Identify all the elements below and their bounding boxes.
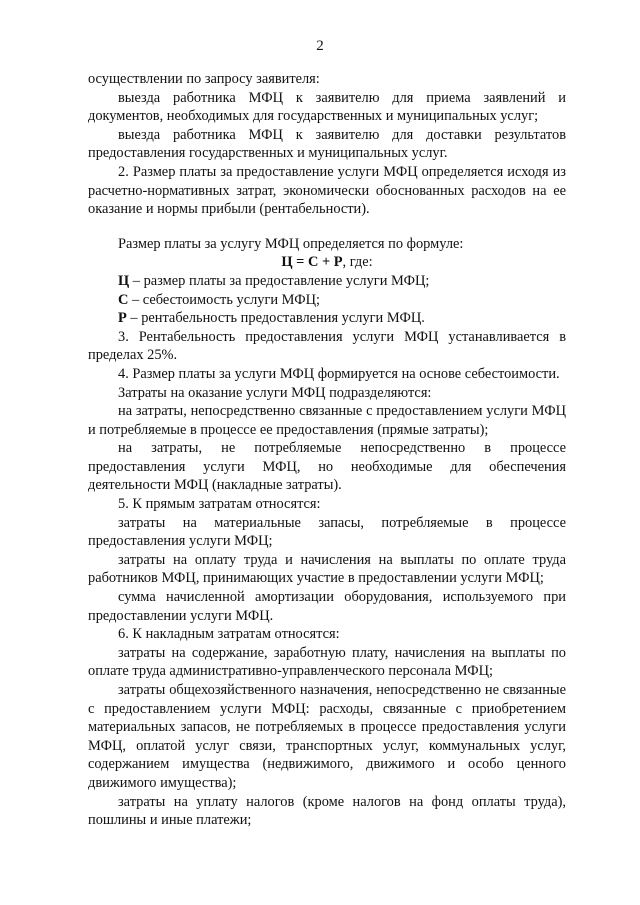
paragraph: затраты на содержание, заработную плату, начисления на выплаты по оплате труда административно-управленческого персонала МФЦ; [88,644,566,680]
definition-price [88,272,566,291]
document-body [88,70,566,830]
paragraph: осуществлении по запросу заявителя: [88,71,320,87]
paragraph: 2. Размер платы за предоставление услуги МФЦ определяется исходя из расчетно-нормативных затрат, экономически обоснованных расходов на ее оказание и нормы прибыли (рентабельности). [88,163,566,218]
definition-text: – размер платы за предоставление услуги МФЦ; [129,272,430,289]
paragraph: 3. Рентабельность предоставления услуги МФЦ устанавливается в пределах 25%. [88,328,566,364]
definition-symbol: Ц [118,272,130,289]
formula-expression: Ц = С + Р [281,254,343,271]
page-number: 2 [316,38,324,54]
paragraph: 4. Размер платы за услуги МФЦ формируется на основе себестоимости. [118,365,560,382]
formula [88,253,566,272]
definition-text: – рентабельность предоставления услуги МФЦ. [126,310,425,327]
paragraph: затраты на уплату налогов (кроме налогов на фонд оплаты труда), пошлины и иные платежи; [88,793,566,829]
paragraph: на затраты, не потребляемые непосредственно в процессе предоставления услуги МФЦ, но необходимые для обеспечения деятельности МФЦ (накладные затраты). [88,440,566,494]
paragraph: на затраты, непосредственно связанные с предоставлением услуги МФЦ и потребляемые в процессе ее предоставления (прямые затраты); [88,403,566,438]
definition-text: – себестоимость услуги МФЦ; [128,291,321,308]
paragraph: выезда работника МФЦ к заявителю для приема заявлений и документов, необходимых для государственных и муниципальных услуг; [88,89,566,125]
paragraph: выезда работника МФЦ к заявителю для доставки результатов предоставления государственных и муниципальных услуг. [88,126,566,162]
paragraph: 6. К накладным затратам относятся: [118,626,340,643]
paragraph: затраты общехозяйственного назначения, непосредственно не связанные с предоставлением услуги МФЦ: расходы, связанные с приобретением материальных запасов, не потребляемых в процессе предоставления услуги МФЦ, оплатой услуг связи, транспортных услуг, коммунальных услуг, содержанием имущества (недвижимого, движимого и особо ценного движимого имущества); [88,682,566,791]
paragraph: Затраты на оказание услуги МФЦ подразделяются: [118,384,432,401]
paragraph: затраты на оплату труда и начисления на выплаты по оплате труда работников МФЦ, принимающих участие в предоставлении услуги МФЦ; [88,551,566,587]
paragraph: затраты на материальные запасы, потребляемые в процессе предоставления услуги МФЦ; [88,514,566,550]
definition-profitability [88,309,566,328]
paragraph: 5. К прямым затратам относятся: [118,496,321,513]
paragraph: сумма начисленной амортизации оборудования, используемого при предоставлении услуги МФЦ. [88,589,566,624]
definition-symbol: Р [118,310,127,327]
definition-symbol: С [118,291,129,308]
formula-suffix: , где: [342,254,373,271]
definition-cost [88,291,566,310]
paragraph: Размер платы за услугу МФЦ определяется по формуле: [118,235,464,252]
